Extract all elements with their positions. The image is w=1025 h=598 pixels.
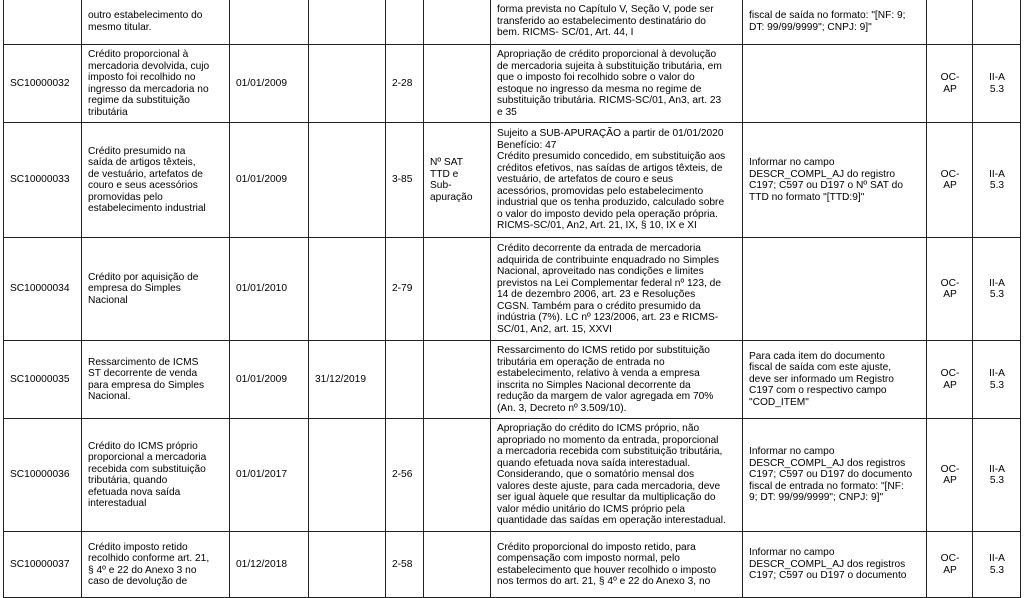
description-cell: Ressarcimento de ICMS ST decorrente de venda para empresa do Simples Nacional. (82, 341, 230, 419)
start-date-cell: 01/01/2017 (230, 419, 309, 532)
type-cell: OC- AP (927, 45, 973, 123)
legal-ref-cell: 2-58 (386, 532, 424, 598)
field-cell (424, 45, 491, 123)
code-cell: SC10000037 (4, 532, 82, 598)
table-row (4, 341, 1021, 419)
notes-cell: Apropriação do crédito do ICMS próprio, não apropriado no momento da entrada, proporcional a mercadoria recebida com substituição tributária, quando efetuada nova saída interestadual. Considerando, que o somatório mensal dos valores deste ajuste, para cada mercadoria, deve ser igual àquele que resultar da multiplicação do valor médio unitário do ICMS próprio pela quantidade das saídas em operação interestadual. (491, 419, 743, 532)
instruction-cell: Para cada item do documento fiscal de saída com este ajuste, deve ser informado um Registro C197 com o respectivo campo "COD_ITEM" (743, 341, 927, 419)
field-cell (424, 238, 491, 341)
type-cell (927, 0, 973, 45)
adjustment-codes-table (3, 0, 1021, 598)
code-cell: SC10000036 (4, 419, 82, 532)
field-cell (424, 341, 491, 419)
instruction-cell: fiscal de saída no formato: "[NF: 9; DT: 99/99/9999"; CNPJ: 9]" (743, 0, 927, 45)
reference-cell: II-A 5.3 (973, 123, 1021, 238)
instruction-cell: Informar no campo DESCR_COMPL_AJ do registro C197; C597 ou D197 o Nº SAT do TTD no formato "[TTD:9]" (743, 123, 927, 238)
reference-cell: II-A 5.3 (973, 419, 1021, 532)
legal-ref-cell (386, 0, 424, 45)
start-date-cell: 01/01/2010 (230, 238, 309, 341)
field-cell (424, 532, 491, 598)
end-date-cell: 31/12/2019 (309, 341, 386, 419)
table-row (4, 419, 1021, 532)
table-row (4, 123, 1021, 238)
start-date-cell: 01/01/2009 (230, 123, 309, 238)
description-cell: Crédito proporcional à mercadoria devolvida, cujo imposto foi recolhido no ingresso da mercadoria no regime da substituição tributária (82, 45, 230, 123)
start-date-cell: 01/01/2009 (230, 45, 309, 123)
notes-cell: Crédito decorrente da entrada de mercadoria adquirida de contribuinte enquadrado no Simples Nacional, aproveitado nas condições e limites previstos na Lei Complementar federal nº 123, de 14 de dezembro 2006, art. 23 e Resoluções CGSN. Também para o crédito presumido da indústria (7%). LC nº 123/2006, art. 23 e RICMS- SC/01, An2, art. 15, XXVI (491, 238, 743, 341)
description-cell: Crédito do ICMS próprio proporcional a mercadoria recebida com substituição tributária, quando efetuada nova saída interestadual (82, 419, 230, 532)
code-cell: SC10000034 (4, 238, 82, 341)
instruction-cell: Informar no campo DESCR_COMPL_AJ dos registros C197; C597 ou D197 o documento (743, 532, 927, 598)
description-cell: Crédito imposto retido recolhido conforme art. 21, § 4º e 22 do Anexo 3 no caso de devolução de (82, 532, 230, 598)
legal-ref-cell: 2-28 (386, 45, 424, 123)
description-cell: Crédito por aquisição de empresa do Simples Nacional (82, 238, 230, 341)
reference-cell: II-A 5.3 (973, 238, 1021, 341)
description-cell: Crédito presumido na saída de artigos têxteis, de vestuário, artefatos de couro e seus acessórios promovidas pelo estabelecimento industrial (82, 123, 230, 238)
end-date-cell (309, 238, 386, 341)
notes-cell: Sujeito a SUB-APURAÇÃO a partir de 01/01/2020 Benefício: 47 Crédito presumido concedido, em substituição aos créditos efetivos, nas saídas de artigos têxteis, de vestuário, de artefatos de couro e seus acessórios, promovidas pelo estabelecimento industrial que os tenha produzido, calculado sobre o valor do imposto devido pela operação própria. RICMS-SC/01, An2, Art. 21, IX, § 10, IX e XI (491, 123, 743, 238)
start-date-cell: 01/12/2018 (230, 532, 309, 598)
type-cell: OC- AP (927, 419, 973, 532)
notes-cell: Ressarcimento do ICMS retido por substituição tributária em operação de entrada no estabelecimento, relativo à venda a empresa inscrita no Simples Nacional decorrente da redução da margem de valor agregada em 70% (An. 3, Decreto nº 3.509/10). (491, 341, 743, 419)
start-date-cell (230, 0, 309, 45)
end-date-cell (309, 45, 386, 123)
instruction-cell (743, 45, 927, 123)
end-date-cell (309, 123, 386, 238)
table-row (4, 238, 1021, 341)
reference-cell: II-A 5.3 (973, 45, 1021, 123)
reference-cell: II-A 5.3 (973, 532, 1021, 598)
reference-cell (973, 0, 1021, 45)
type-cell: OC- AP (927, 341, 973, 419)
legal-ref-cell (386, 341, 424, 419)
type-cell: OC- AP (927, 123, 973, 238)
description-cell: outro estabelecimento do mesmo titular. (82, 0, 230, 45)
field-cell: Nº SAT TTD e Sub- apuração (424, 123, 491, 238)
notes-cell: forma prevista no Capítulo V, Seção V, pode ser transferido ao estabelecimento destinatário do bem. RICMS- SC/01, Art. 44, I (491, 0, 743, 45)
end-date-cell (309, 0, 386, 45)
end-date-cell (309, 419, 386, 532)
field-cell (424, 0, 491, 45)
legal-ref-cell: 2-56 (386, 419, 424, 532)
code-cell: SC10000035 (4, 341, 82, 419)
notes-cell: Crédito proporcional do imposto retido, para compensação com imposto normal, pelo estabelecimento que houver recolhido o imposto nos termos do art. 21, § 4º e 22 do Anexo 3, no (491, 532, 743, 598)
field-cell (424, 419, 491, 532)
reference-cell: II-A 5.3 (973, 341, 1021, 419)
start-date-cell: 01/01/2009 (230, 341, 309, 419)
code-cell (4, 0, 82, 45)
end-date-cell (309, 532, 386, 598)
code-cell: SC10000033 (4, 123, 82, 238)
table-row (4, 45, 1021, 123)
type-cell: OC- AP (927, 238, 973, 341)
legal-ref-cell: 2-79 (386, 238, 424, 341)
table-row (4, 532, 1021, 598)
table-row (4, 0, 1021, 45)
code-cell: SC10000032 (4, 45, 82, 123)
notes-cell: Apropriação de crédito proporcional à devolução de mercadoria sujeita à substituição tributária, em que o imposto foi recolhido sobre o valor do estoque no ingresso da mesma no regime de substituição tributária. RICMS-SC/01, An3, art. 23 e 35 (491, 45, 743, 123)
instruction-cell: Informar no campo DESCR_COMPL_AJ dos registros C197; C597 ou D197 do documento fiscal de entrada no formato: "[NF: 9; DT: 99/99/9999"; CNPJ: 9]" (743, 419, 927, 532)
legal-ref-cell: 3-85 (386, 123, 424, 238)
type-cell: OC- AP (927, 532, 973, 598)
instruction-cell (743, 238, 927, 341)
